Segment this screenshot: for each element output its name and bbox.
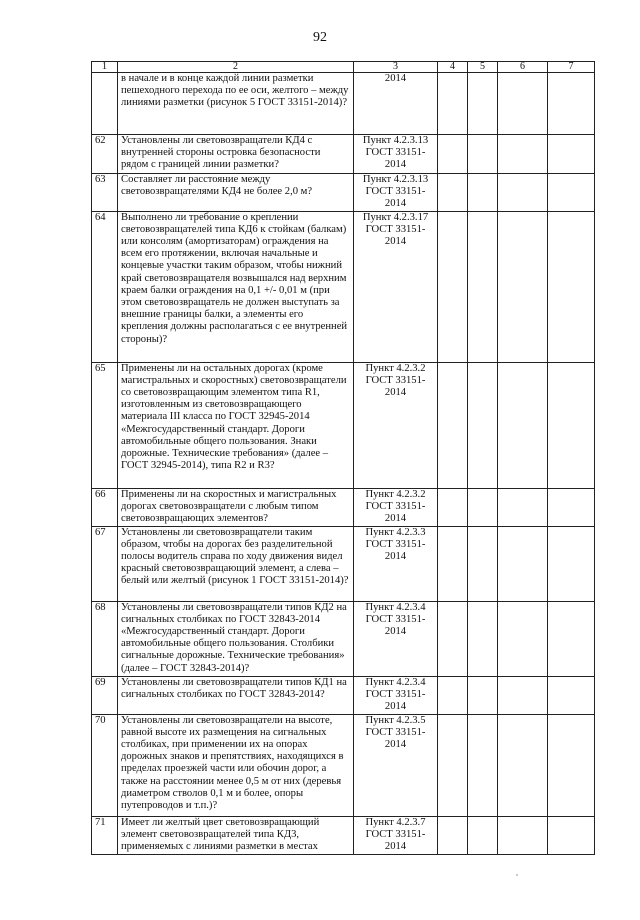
page-number: 92 (313, 30, 327, 45)
table-row (92, 362, 595, 488)
column-header: 5 (468, 62, 498, 73)
row-question: Установлены ли световозвращатели таким образом, чтобы на дорогах без разделительной полосы водитель справа по ходу движения видел красный световозвращающий элемент, а слева – белый или желтый (рисунок 1 ГОСТ 33151-2014)? (118, 526, 354, 601)
row-number: 63 (92, 174, 118, 212)
empty-cell (468, 135, 498, 174)
column-header: 6 (498, 62, 548, 73)
empty-cell (438, 676, 468, 714)
row-question: Применены ли на скоростных и магистральных дорогах световозвращатели с любым типом световозвращающих элементов? (118, 488, 354, 526)
row-question: Установлены ли световозвращатели типов КД2 на сигнальных столбиках по ГОСТ 32843-2014 «Межгосударственный стандарт. Дороги автомобильные общего пользования. Столбики сигнальные дорожные. Технические требования» (далее – ГОСТ 32843-2014)? (118, 601, 354, 676)
empty-cell (548, 135, 595, 174)
table-row (92, 488, 595, 526)
empty-cell (498, 816, 548, 854)
empty-cell (468, 211, 498, 362)
table-row (92, 526, 595, 601)
scan-speck (516, 874, 518, 876)
empty-cell (548, 174, 595, 212)
empty-cell (548, 211, 595, 362)
empty-cell (468, 676, 498, 714)
empty-cell (468, 73, 498, 135)
empty-cell (438, 488, 468, 526)
empty-cell (468, 362, 498, 488)
row-question: Применены ли на остальных дорогах (кроме магистральных и скоростных) световозвращатели со световозвращающим элементом типа R1, изготовленным из световозвращающего материала III класса по ГОСТ 32945-2014 «Межгосударственный стандарт. Дороги автомобильные общего пользования. Знаки дорожные. Технические требования» (далее – ГОСТ 32945-2014), типа R2 и R3? (118, 362, 354, 488)
empty-cell (468, 714, 498, 816)
row-number: 67 (92, 526, 118, 601)
empty-cell (498, 676, 548, 714)
table-row (92, 676, 595, 714)
empty-cell (438, 362, 468, 488)
row-number: 70 (92, 714, 118, 816)
empty-cell (498, 488, 548, 526)
row-question: Установлены ли световозвращатели КД4 с внутренней стороны островка безопасности рядом с границей линии разметки? (118, 135, 354, 174)
row-number: 62 (92, 135, 118, 174)
row-reference: Пункт 4.2.3.4 ГОСТ 33151-2014 (354, 601, 438, 676)
row-reference: Пункт 4.2.3.3 ГОСТ 33151-2014 (354, 526, 438, 601)
header-row (92, 62, 595, 73)
empty-cell (438, 211, 468, 362)
table-row (92, 174, 595, 212)
empty-cell (548, 488, 595, 526)
row-reference: Пункт 4.2.3.17 ГОСТ 33151-2014 (354, 211, 438, 362)
empty-cell (498, 174, 548, 212)
row-question: Установлены ли световозвращатели на высоте, равной высоте их размещения на сигнальных столбиках, при применении их на опорах дорожных знаков и препятствиях, находящихся в пределах проезжей части или обочин дорог, а также на расстоянии менее 0,5 м от них (деревья диаметром стволов 0,1 м и более, опоры путепроводов и т.п.)? (118, 714, 354, 816)
empty-cell (548, 714, 595, 816)
row-question: Выполнено ли требование о креплении световозвращателей типа КД6 к стойкам (балкам) или консолям (амортизаторам) ограждения на всем его протяжении, включая начальные и концевые участки таким образом, чтобы нижний край световозвращателя возвышался над верхним краем балки ограждения на 0,1 +/- 0,01 м (при этом световозвращатель не должен выступать за внешние границы балки, а элементы его крепления должны располагаться с ее внутренней стороны)? (118, 211, 354, 362)
empty-cell (548, 362, 595, 488)
empty-cell (548, 526, 595, 601)
row-reference: Пункт 4.2.3.2 ГОСТ 33151-2014 (354, 488, 438, 526)
empty-cell (438, 816, 468, 854)
row-reference: 2014 (354, 73, 438, 135)
empty-cell (468, 174, 498, 212)
row-number (92, 73, 118, 135)
empty-cell (498, 526, 548, 601)
empty-cell (468, 816, 498, 854)
row-number: 66 (92, 488, 118, 526)
column-header: 2 (118, 62, 354, 73)
empty-cell (468, 601, 498, 676)
empty-cell (498, 714, 548, 816)
row-question: Составляет ли расстояние между световозвращателями КД4 не более 2,0 м? (118, 174, 354, 212)
row-reference: Пункт 4.2.3.5 ГОСТ 33151-2014 (354, 714, 438, 816)
empty-cell (498, 362, 548, 488)
empty-cell (548, 601, 595, 676)
table-row (92, 816, 595, 854)
empty-cell (498, 135, 548, 174)
row-question: Установлены ли световозвращатели типов КД1 на сигнальных столбиках по ГОСТ 32843-2014? (118, 676, 354, 714)
column-header: 3 (354, 62, 438, 73)
empty-cell (438, 73, 468, 135)
row-question: в начале и в конце каждой линии разметки пешеходного перехода по ее оси, желтого – между линиями разметки (рисунок 5 ГОСТ 33151-2014)? (118, 73, 354, 135)
empty-cell (438, 526, 468, 601)
empty-cell (438, 174, 468, 212)
row-number: 68 (92, 601, 118, 676)
row-reference: Пункт 4.2.3.4 ГОСТ 33151-2014 (354, 676, 438, 714)
row-reference: Пункт 4.2.3.7 ГОСТ 33151-2014 (354, 816, 438, 854)
empty-cell (498, 73, 548, 135)
table-row (92, 601, 595, 676)
empty-cell (468, 488, 498, 526)
row-number: 64 (92, 211, 118, 362)
column-header: 1 (92, 62, 118, 73)
row-reference: Пункт 4.2.3.13 ГОСТ 33151-2014 (354, 135, 438, 174)
empty-cell (548, 73, 595, 135)
empty-cell (438, 135, 468, 174)
row-number: 69 (92, 676, 118, 714)
table-row (92, 714, 595, 816)
checklist-table (91, 61, 595, 855)
table-row (92, 135, 595, 174)
empty-cell (498, 601, 548, 676)
empty-cell (498, 211, 548, 362)
empty-cell (548, 676, 595, 714)
table-row (92, 211, 595, 362)
row-number: 65 (92, 362, 118, 488)
column-header: 7 (548, 62, 595, 73)
table-row (92, 73, 595, 135)
empty-cell (468, 526, 498, 601)
empty-cell (438, 714, 468, 816)
column-header: 4 (438, 62, 468, 73)
row-reference: Пункт 4.2.3.13 ГОСТ 33151-2014 (354, 174, 438, 212)
empty-cell (438, 601, 468, 676)
row-reference: Пункт 4.2.3.2 ГОСТ 33151-2014 (354, 362, 438, 488)
row-number: 71 (92, 816, 118, 854)
row-question: Имеет ли желтый цвет световозвращающий элемент световозвращателей типа КД3, применяемых с линиями разметки в местах (118, 816, 354, 854)
empty-cell (548, 816, 595, 854)
